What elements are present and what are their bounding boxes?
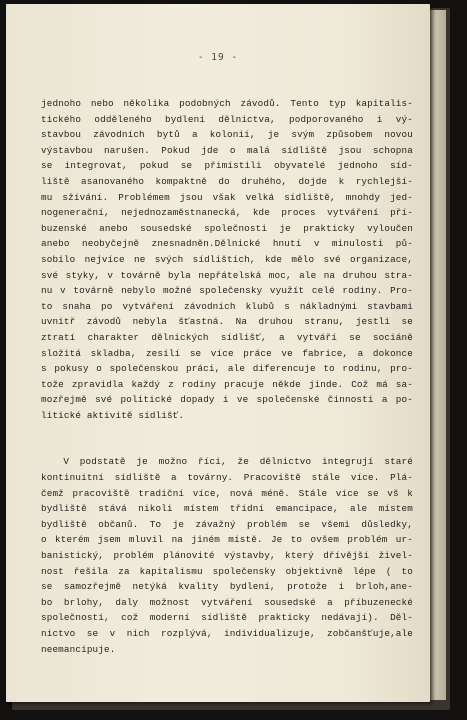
text-line: bo brlohy, daly možnost vytváření sousedské a příbuzenecké	[41, 596, 413, 608]
text-line: litické aktivitě sídlišť.	[41, 409, 185, 421]
text-line: bydliště stává nikoli místem třídní emancipace, ale místem	[41, 503, 413, 515]
page-number: - 19 -	[197, 52, 239, 63]
text-line: složitá skladba, zesílí se více práce ve fabrice, a dokonce	[41, 347, 413, 359]
text-line: nost řešila za kapitalismu společensky objektivně lépe ( to	[41, 565, 413, 577]
text-line: své styky, v továrně byla nepřátelská moc, ale na druhou stra-	[41, 269, 413, 281]
text-line: výstavbou narušen. Pokud jde o malá sídliště jsou schopna	[41, 144, 413, 156]
body-text	[41, 96, 413, 657]
text-line: buzenské anebo sousedské společnosti je prakticky vyloučen	[41, 222, 413, 234]
text-line: ztratí charakter dělnických sídlišť, a vytváří se sociáně	[41, 331, 413, 343]
paragraph-2	[41, 454, 413, 657]
text-line: uvnitř závodů nebyla šťastná. Na druhou stranu, jestli se	[41, 316, 413, 328]
text-line: mu sžívání. Problémem jsou však velká sídliště, mnohdy jed-	[41, 191, 413, 203]
page-edge	[430, 10, 446, 700]
text-line: sobilo nejvíce ne svých sídlištích, kde mělo své organizace,	[41, 253, 413, 265]
text-line: mozřejmě své politické dopady i ve společenské činnosti a po-	[41, 394, 413, 406]
text-line: se integrovat, pokud se přimístili obyvatelé jednoho síd-	[41, 160, 413, 172]
text-line: V podstatě je možno říci, že dělnictvo integrují staré	[63, 456, 413, 468]
text-line: nogenerační, nejednozaměstnanecká, kde proces vytváření pří-	[41, 207, 413, 219]
text-line: kontinuitní sídliště a továrny. Pracoviště stále více. Plá-	[41, 472, 413, 484]
text-line: bydliště občanů. To je závažný problém se všemi důsledky,	[41, 518, 413, 530]
text-line: liště asanovaného kompaktně do druhého, dojde k rychlejší-	[41, 175, 413, 187]
paragraph-1	[41, 96, 413, 423]
text-line: anebo neobyčejně znesnadněn.Dělnické hnutí v minulosti pů-	[41, 238, 413, 250]
text-line: to snaha po vytváření závodních klubů s nákladnými stavbami	[41, 300, 413, 312]
text-line: o kterém jsem mluvil na jiném místě. Je to ovšem problém ur-	[41, 534, 413, 546]
text-line: s pokusy o společenskou práci, ale diferencuje to rodinu, pro-	[41, 363, 413, 375]
paper-page	[6, 4, 430, 702]
paragraph-gap	[41, 423, 413, 454]
text-line: jednoho nebo několika podobných závodů. Tento typ kapitalis-	[41, 98, 413, 109]
text-line: se samozřejmě netýká kvality bydlení, protože i brloh,ane-	[41, 581, 413, 593]
text-line: tického odděleného bydlení dělnictva, podporovaného i vý-	[41, 113, 413, 125]
text-line: čemž pracoviště tradiční více, nová méně. Stále více se vš k	[41, 487, 413, 499]
text-line: banistický, problém plánovité výstavby, který dřívější živel-	[41, 550, 413, 562]
text-line: společnosti, což moderní sídliště prakticky nedávají). Děl-	[41, 612, 413, 624]
text-line: neemancipuje.	[41, 643, 116, 655]
text-line: nictvo se v nich rozplývá, individualizuje, zobčanšťuje,ale	[41, 628, 413, 639]
text-line: nu v továrně nebylo možné společensky využít celé rodiny. Pro-	[41, 285, 413, 297]
text-line: tože zpravidla každý z rodiny pracuje někde jinde. Což má sa-	[41, 378, 413, 390]
text-line: stavbou závodních bytů a kolonií, je svým způsobem novou	[41, 129, 413, 141]
